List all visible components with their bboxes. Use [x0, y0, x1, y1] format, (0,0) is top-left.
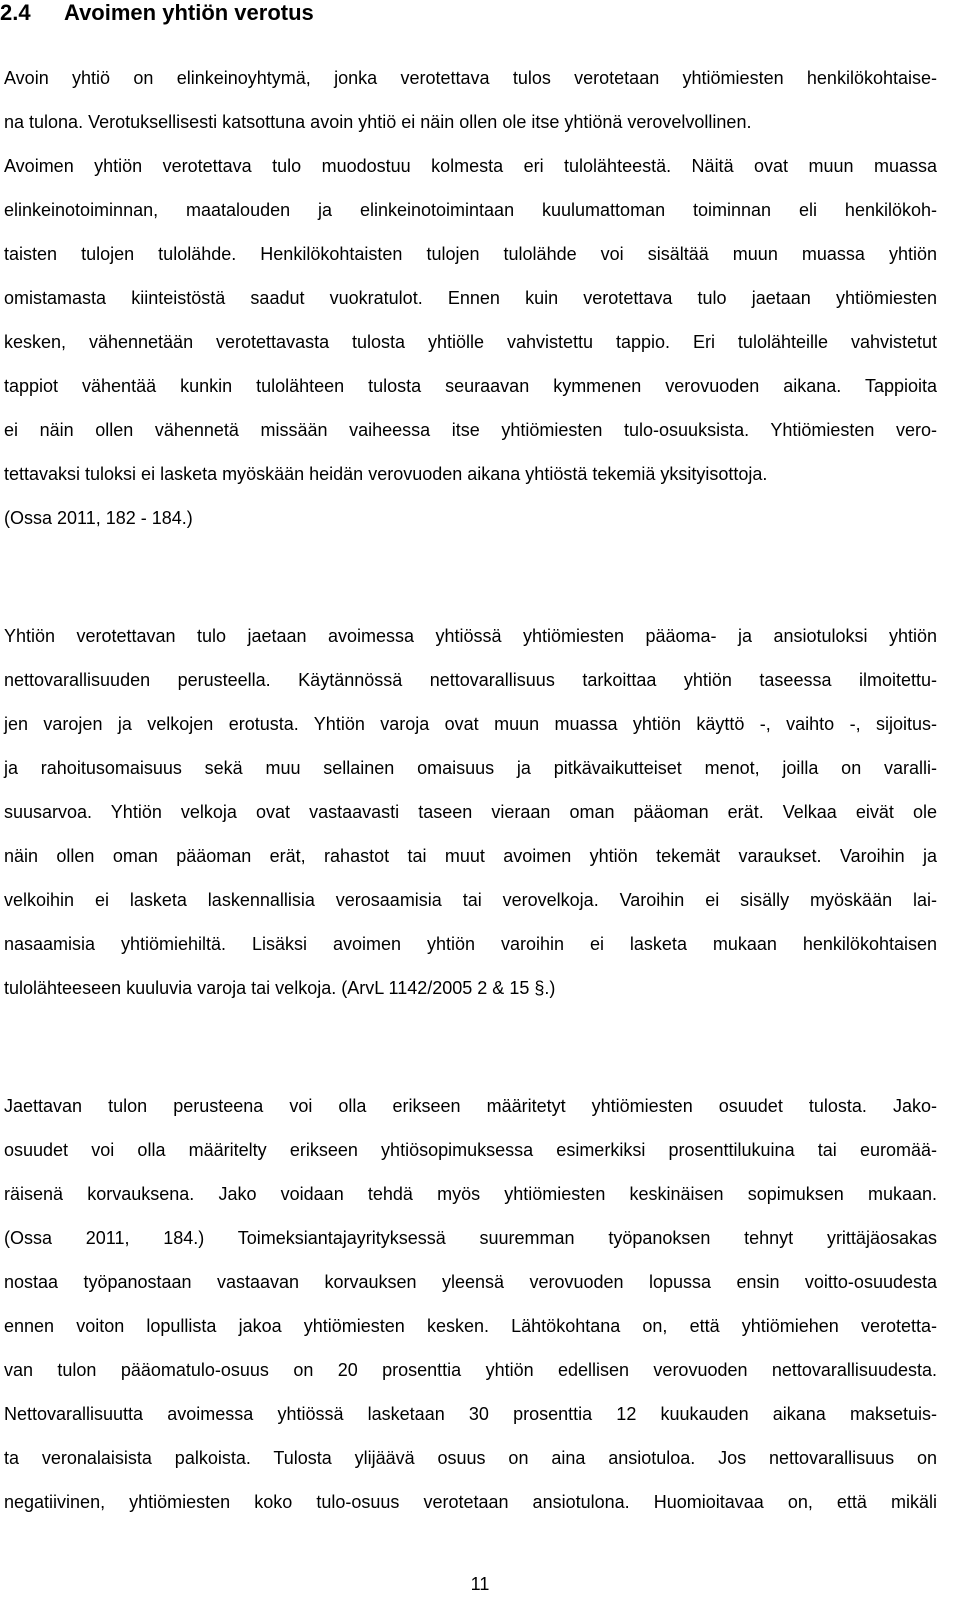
paragraph-3	[4, 1084, 937, 1524]
text-line: negatiivinen, yhtiömiesten koko tulo-osuus verotetaan ansiotulona. Huomioitavaa on, että mikäli	[4, 1492, 937, 1512]
text-line: Nettovarallisuutta avoimessa yhtiössä lasketaan 30 prosenttia 12 kuukauden aikana maksetuis-	[4, 1404, 937, 1424]
text-line: ei näin ollen vähennetä missään vaiheessa itse yhtiömiesten tulo-osuuksista. Yhtiömiesten vero-	[4, 420, 937, 440]
text-line: velkoihin ei lasketa laskennallisia verosaamisia tai verovelkoja. Varoihin ei sisälly myöskään lai-	[4, 890, 937, 910]
text-line: Jaettavan tulon perusteena voi olla erikseen määritetyt yhtiömiesten osuudet tulosta. Jako-	[4, 1096, 937, 1116]
text-line: taisten tulojen tulolähde. Henkilökohtaisten tulojen tulolähde voi sisältää muun muassa yhtiön	[4, 244, 937, 264]
text-line: näin ollen oman pääoman erät, rahastot tai muut avoimen yhtiön tekemät varaukset. Varoihin ja	[4, 846, 937, 866]
text-line: van tulon pääomatulo-osuus on 20 prosenttia yhtiön edellisen verovuoden nettovarallisuudesta.	[4, 1360, 937, 1380]
text-line: osuudet voi olla määritelty erikseen yhtiösopimuksessa esimerkiksi prosenttilukuina tai euromää-	[4, 1140, 937, 1160]
text-line: räisenä korvauksena. Jako voidaan tehdä myös yhtiömiesten keskinäisen sopimuksen mukaan.	[4, 1184, 937, 1204]
text-line: Avoin yhtiö on elinkeinoyhtymä, jonka verotettava tulos verotetaan yhtiömiesten henkilökohtaise-	[4, 68, 937, 88]
text-line: suusarvoa. Yhtiön velkoja ovat vastaavasti taseen vieraan oman pääoman erät. Velkaa eivät ole	[4, 802, 937, 822]
text-line: tappiot vähentää kunkin tulolähteen tulosta seuraavan kymmenen verovuoden aikana. Tappioita	[4, 376, 937, 396]
text-line: nettovarallisuuden perusteella. Käytännössä nettovarallisuus tarkoittaa yhtiön taseessa ilmoitettu-	[4, 670, 937, 690]
text-line: na tulona. Verotuksellisesti katsottuna avoin yhtiö ei näin ollen ole itse yhtiönä verovelvollinen.	[4, 112, 752, 132]
section-number: 2.4	[0, 0, 31, 25]
text-line: Avoimen yhtiön verotettava tulo muodostuu kolmesta eri tulolähteestä. Näitä ovat muun muassa	[4, 156, 937, 176]
text-line: ta veronalaisista palkoista. Tulosta ylijäävä osuus on aina ansiotuloa. Jos nettovarallisuus on	[4, 1448, 937, 1468]
text-line: kesken, vähennetään verotettavasta tulosta yhtiölle vahvistettu tappio. Eri tulolähteille vahvistetut	[4, 332, 937, 352]
text-line: jen varojen ja velkojen erotusta. Yhtiön varoja ovat muun muassa yhtiön käyttö -, vaihto -, sijoitus-	[4, 714, 937, 734]
text-line: (Ossa 2011, 182 - 184.)	[4, 508, 193, 528]
section-title: Avoimen yhtiön verotus	[64, 0, 314, 25]
text-line: tettavaksi tuloksi ei lasketa myöskään heidän verovuoden aikana yhtiöstä tekemiä yksityisottoja.	[4, 464, 768, 484]
text-line: elinkeinotoiminnan, maatalouden ja elinkeinotoimintaan kuulumattoman toiminnan eli henkilökoh-	[4, 200, 937, 220]
text-line: ja rahoitusomaisuus sekä muu sellainen omaisuus ja pitkävaikutteiset menot, joilla on varalli-	[4, 758, 937, 778]
section-heading	[0, 0, 314, 26]
text-line: nasaamisia yhtiömiehiltä. Lisäksi avoimen yhtiön varoihin ei lasketa mukaan henkilökohtaisen	[4, 934, 937, 954]
text-line: ennen voiton lopullista jakoa yhtiömiesten kesken. Lähtökohtana on, että yhtiömiehen verotetta-	[4, 1316, 937, 1336]
text-line: omistamasta kiinteistöstä saadut vuokratulot. Ennen kuin verotettava tulo jaetaan yhtiömiesten	[4, 288, 937, 308]
text-line: Yhtiön verotettavan tulo jaetaan avoimessa yhtiössä yhtiömiesten pääoma- ja ansiotuloksi yhtiön	[4, 626, 937, 646]
text-line: (Ossa 2011, 184.) Toimeksiantajayrityksessä suuremman työpanoksen tehnyt yrittäjäosakas	[4, 1228, 937, 1248]
paragraph-2	[4, 614, 937, 1010]
page-number: 11	[470, 1574, 490, 1594]
paragraph-1	[4, 56, 937, 540]
text-line: tulolähteeseen kuuluvia varoja tai velkoja. (ArvL 1142/2005 2 & 15 §.)	[4, 978, 556, 998]
text-line: nostaa työpanostaan vastaavan korvauksen yleensä verovuoden lopussa ensin voitto-osuudesta	[4, 1272, 937, 1292]
